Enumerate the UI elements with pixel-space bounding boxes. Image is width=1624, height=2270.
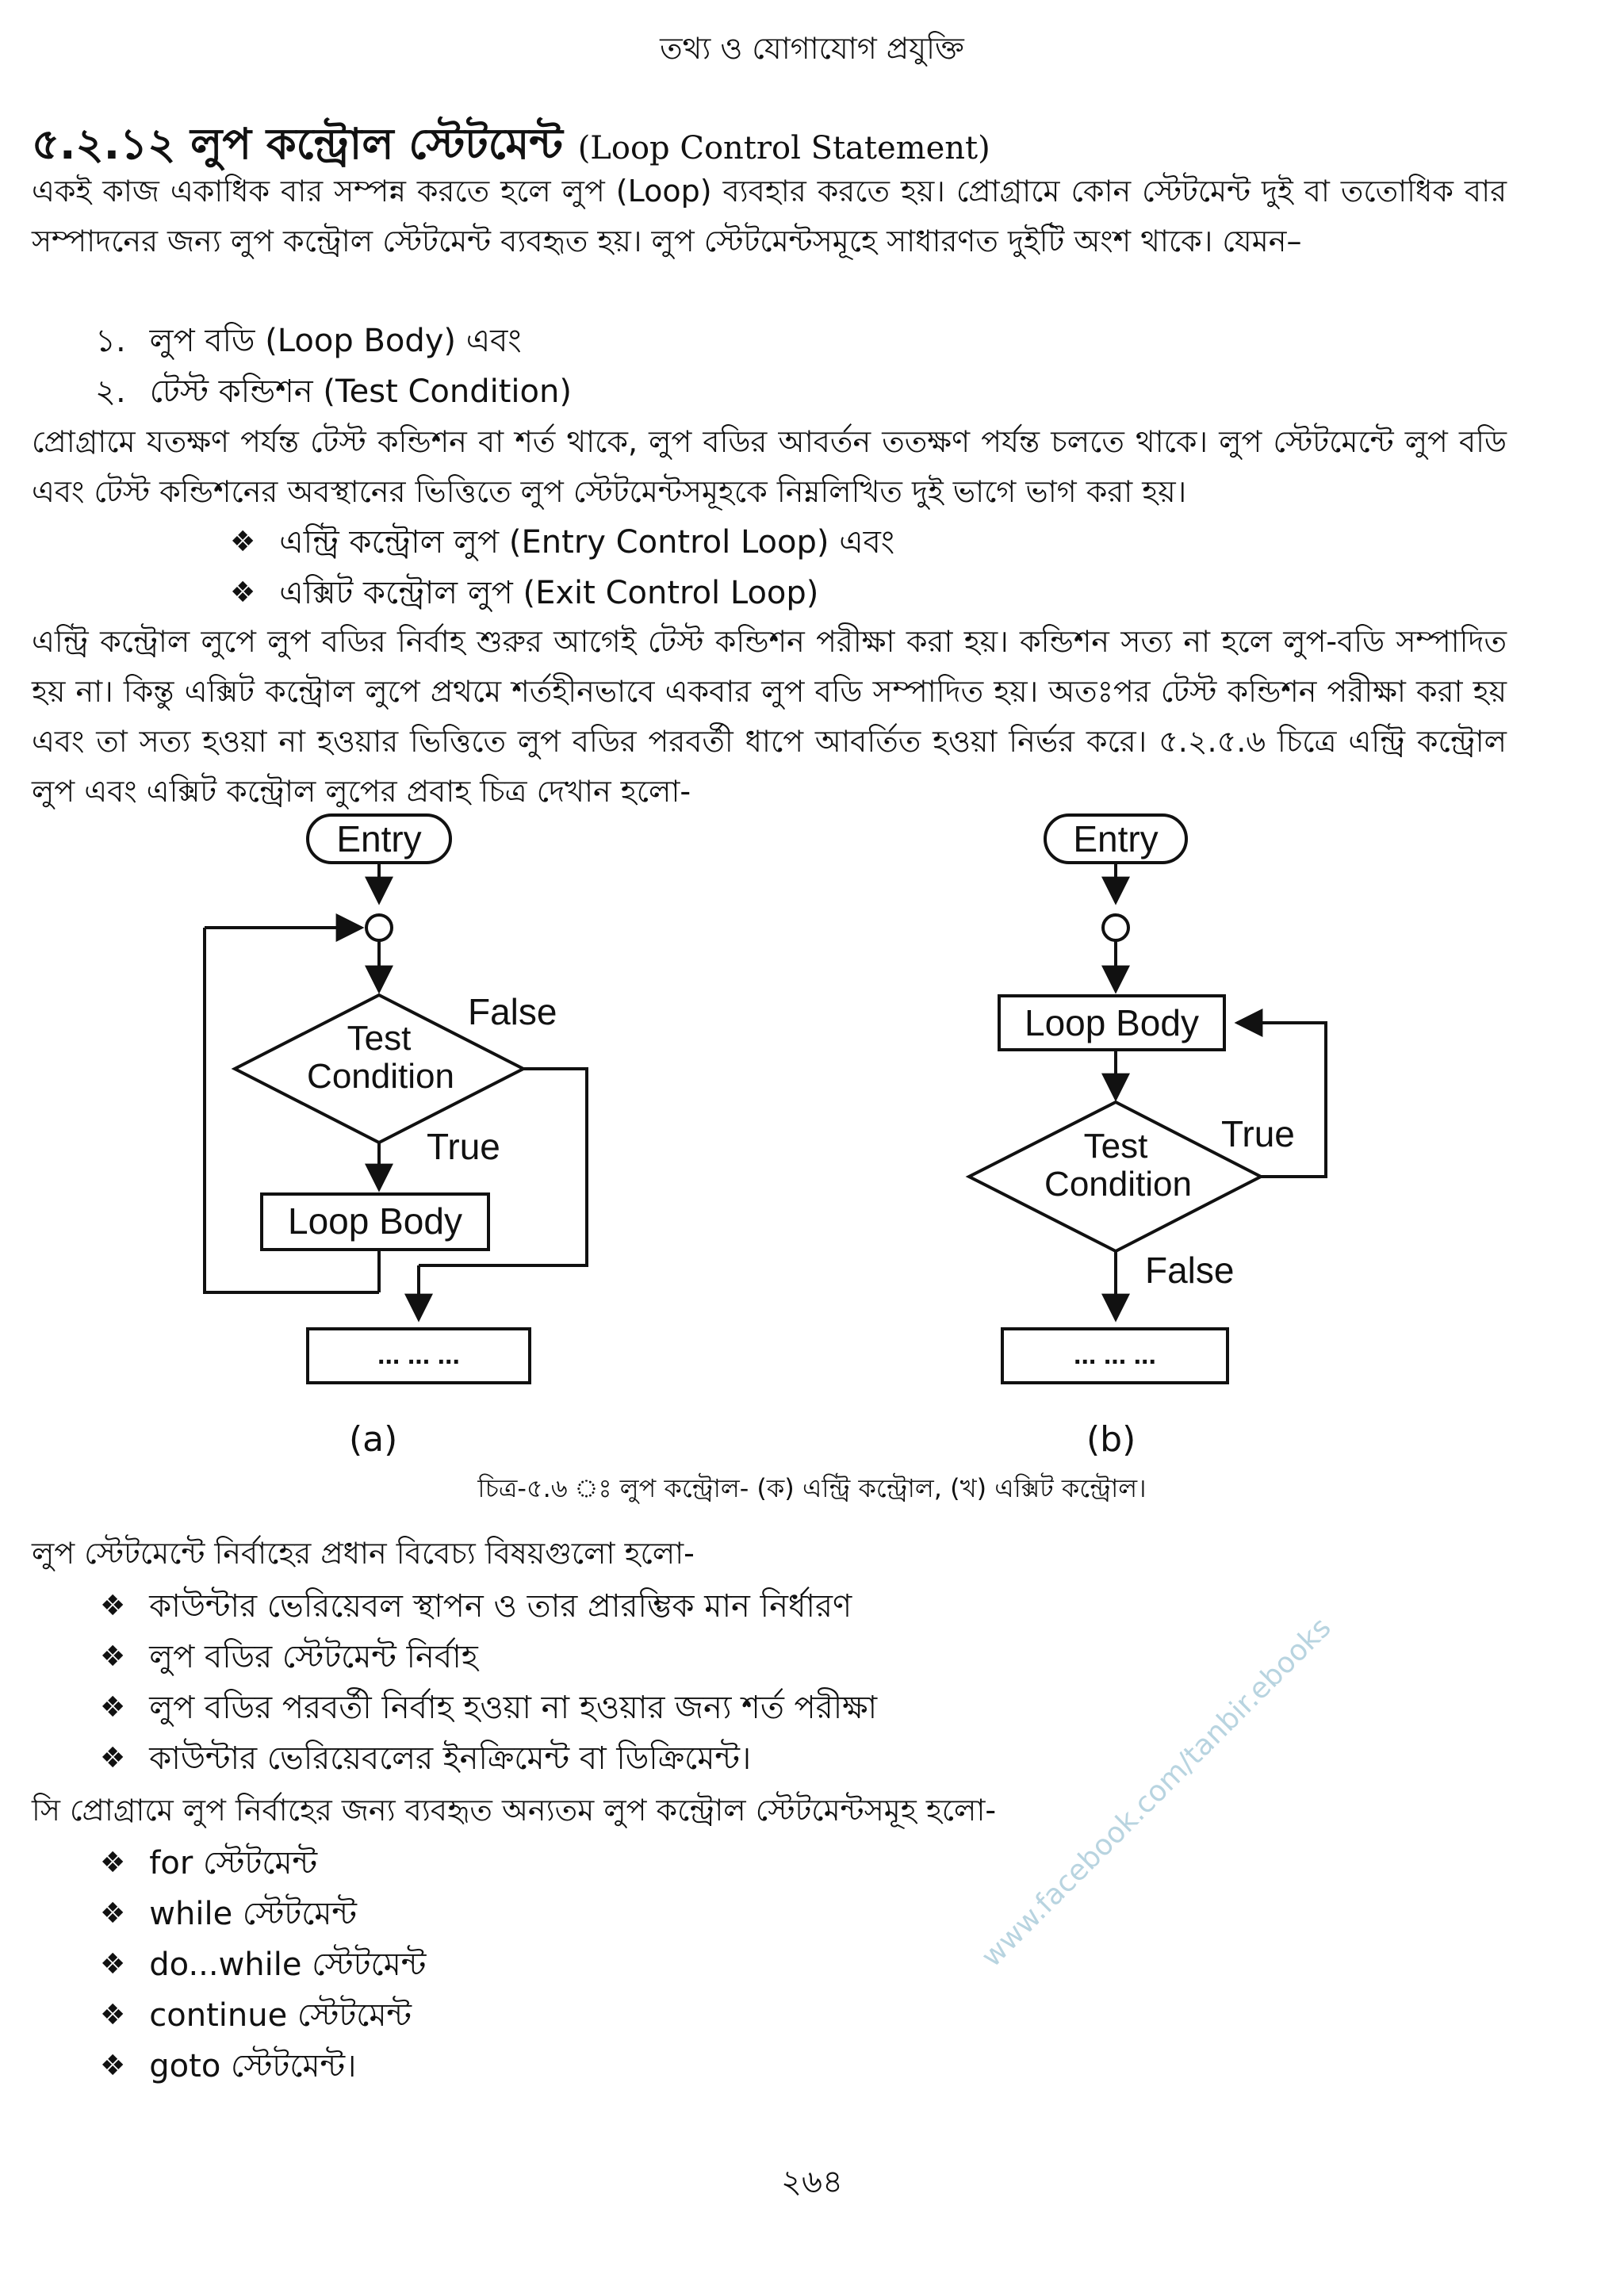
parts-list <box>95 316 572 417</box>
list-item: ❖ এক্সিট কন্ট্রোল লুপ (Exit Control Loop) <box>230 568 894 618</box>
test-label-a-2: Condition <box>307 1057 454 1096</box>
running-header: তথ্য ও যোগাযোগ প্রযুক্তি <box>660 31 964 66</box>
true-label-b: True <box>1221 1113 1295 1154</box>
intro-paragraph: একই কাজ একাধিক বার সম্পন্ন করতে হলে লুপ (Loop) ব্যবহার করতে হয়। প্রোগ্রামে কোন স্টেটমেন্ট দুই বা ততোধিক বার সম্পাদনের জন্য লুপ কন্ট্রোল স্টেটমেন্ট ব্যবহৃত হয়। লুপ স্টেটমেন্টসমূহে সাধারণত দুইটি অংশ থাকে। যেমন– <box>32 174 1507 258</box>
figure-caption: চিত্র-৫.৬ ঃ লুপ কন্ট্রোল- (ক) এন্ট্রি কন্ট্রোল, (খ) এক্সিট কন্ট্রোল। <box>477 1473 1147 1503</box>
list-item: ❖ কাউন্টার ভেরিয়েবলের ইনক্রিমেন্ট বা ডিক্রিমেন্ট। <box>100 1733 877 1784</box>
false-label-a: False <box>468 991 557 1032</box>
bullet-icon: ❖ <box>100 1948 126 1981</box>
loop-body-label-b: Loop Body <box>1025 1002 1199 1043</box>
loop-types-list <box>230 517 894 618</box>
section-title-bn: ৫.২.১২ লুপ কন্ট্রোল স্টেটমেন্ট <box>32 119 563 169</box>
paragraph-3: এন্ট্রি কন্ট্রোল লুপে লুপ বডির নির্বাহ শুরুর আগেই টেস্ট কন্ডিশন পরীক্ষা করা হয়। কন্ডিশন সত্য না হলে লুপ-বডি সম্পাদিত হয় না। কিন্তু এক্সিট কন্ট্রোল লুপে প্রথমে শর্তহীনভাবে একবার লুপ বডি সম্পাদিত হয়। অতঃপর টেস্ট কন্ডিশন পরীক্ষা করা হয় এবং তা সত্য হওয়া না হওয়ার ভিত্তিতে লুপ বডির পরবর্তী ধাপে আবর্তিত হওয়া নির্ভর করে। ৫.২.৫.৬ চিত্রে এন্ট্রি কন্ট্রোল লুপ এবং এক্সিট কন্ট্রোল লুপের প্রবাহ চিত্র দেখান হলো- <box>32 624 1507 809</box>
bullet-icon: ❖ <box>100 1999 126 2031</box>
diagram-b-label: (b) <box>1086 1419 1136 1460</box>
list-item: ❖ do...while স্টেটমেন্ট <box>100 1939 426 1990</box>
bullet-icon: ❖ <box>100 2050 126 2082</box>
list-item: ❖ কাউন্টার ভেরিয়েবল স্থাপন ও তার প্রারম্ভিক মান নির্ধারণ <box>100 1581 877 1632</box>
connector-a <box>366 915 392 940</box>
paragraph-5: সি প্রোগ্রামে লুপ নির্বাহের জন্য ব্যবহৃত অন্যতম লুপ কন্ট্রোল স্টেটমেন্টসমূহ হলো- <box>32 1793 997 1828</box>
true-label-a: True <box>427 1126 500 1167</box>
bullet-icon: ❖ <box>100 1691 126 1724</box>
bullet-icon: ❖ <box>230 576 256 609</box>
section-title-en: (Loop Control Statement) <box>577 130 990 167</box>
test-label-b-2: Condition <box>1044 1165 1192 1204</box>
list-item: ❖ goto স্টেটমেন্ট। <box>100 2041 426 2092</box>
diagram-a-label: (a) <box>349 1419 398 1460</box>
connector-b <box>1103 915 1128 940</box>
list-item: ❖ এন্ট্রি কন্ট্রোল লুপ (Entry Control Loop) এবং <box>230 517 894 568</box>
bullet-icon: ❖ <box>230 526 256 558</box>
list-item: ❖ লুপ বডির স্টেটমেন্ট নির্বাহ <box>100 1632 877 1682</box>
list-item: ❖ continue স্টেটমেন্ট <box>100 1990 426 2041</box>
bullet-icon: ❖ <box>100 1847 126 1879</box>
next-label-a: ... ... ... <box>377 1340 460 1370</box>
bullet-icon: ❖ <box>100 1640 126 1673</box>
loop-flowcharts <box>0 801 1624 1403</box>
false-label-b: False <box>1145 1250 1235 1291</box>
list-item: ১. লুপ বডি (Loop Body) এবং <box>95 316 572 366</box>
paragraph-2: প্রোগ্রামে যতক্ষণ পর্যন্ত টেস্ট কন্ডিশন বা শর্ত থাকে, লুপ বডির আবর্তন ততক্ষণ পর্যন্ত চলতে থাকে। লুপ স্টেটমেন্টে লুপ বডি এবং টেস্ট কন্ডিশনের অবস্থানের ভিত্তিতে লুপ স্টেটমেন্টসমূহকে নিম্নলিখিত দুই ভাগে ভাগ করা হয়। <box>32 424 1507 509</box>
considerations-list <box>100 1581 877 1784</box>
list-item: ২. টেস্ট কন্ডিশন (Test Condition) <box>95 366 572 417</box>
list-item: ❖ লুপ বডির পরবর্তী নির্বাহ হওয়া না হওয়ার জন্য শর্ত পরীক্ষা <box>100 1682 877 1733</box>
entry-label-b: Entry <box>1073 818 1159 859</box>
list-item: ❖ while স্টেটমেন্ট <box>100 1889 426 1939</box>
list-number: ১. <box>95 323 126 359</box>
statements-list <box>100 1838 426 2092</box>
list-item: ❖ for স্টেটমেন্ট <box>100 1838 426 1889</box>
entry-label-a: Entry <box>336 818 422 859</box>
next-label-b: ... ... ... <box>1074 1340 1156 1370</box>
list-number: ২. <box>95 373 126 410</box>
bullet-icon: ❖ <box>100 1742 126 1774</box>
test-label-b-1: Test <box>1083 1127 1148 1166</box>
loop-body-label-a: Loop Body <box>288 1200 462 1242</box>
watermark: www.facebook.com/tanbir.ebooks <box>975 1611 1338 1973</box>
paragraph-4: লুপ স্টেটমেন্টে নির্বাহের প্রধান বিবেচ্য বিষয়গুলো হলো- <box>32 1536 695 1571</box>
test-label-a-1: Test <box>347 1019 412 1058</box>
bullet-icon: ❖ <box>100 1590 126 1622</box>
bullet-icon: ❖ <box>100 1897 126 1930</box>
page-number: ২৬৪ <box>781 2164 843 2200</box>
